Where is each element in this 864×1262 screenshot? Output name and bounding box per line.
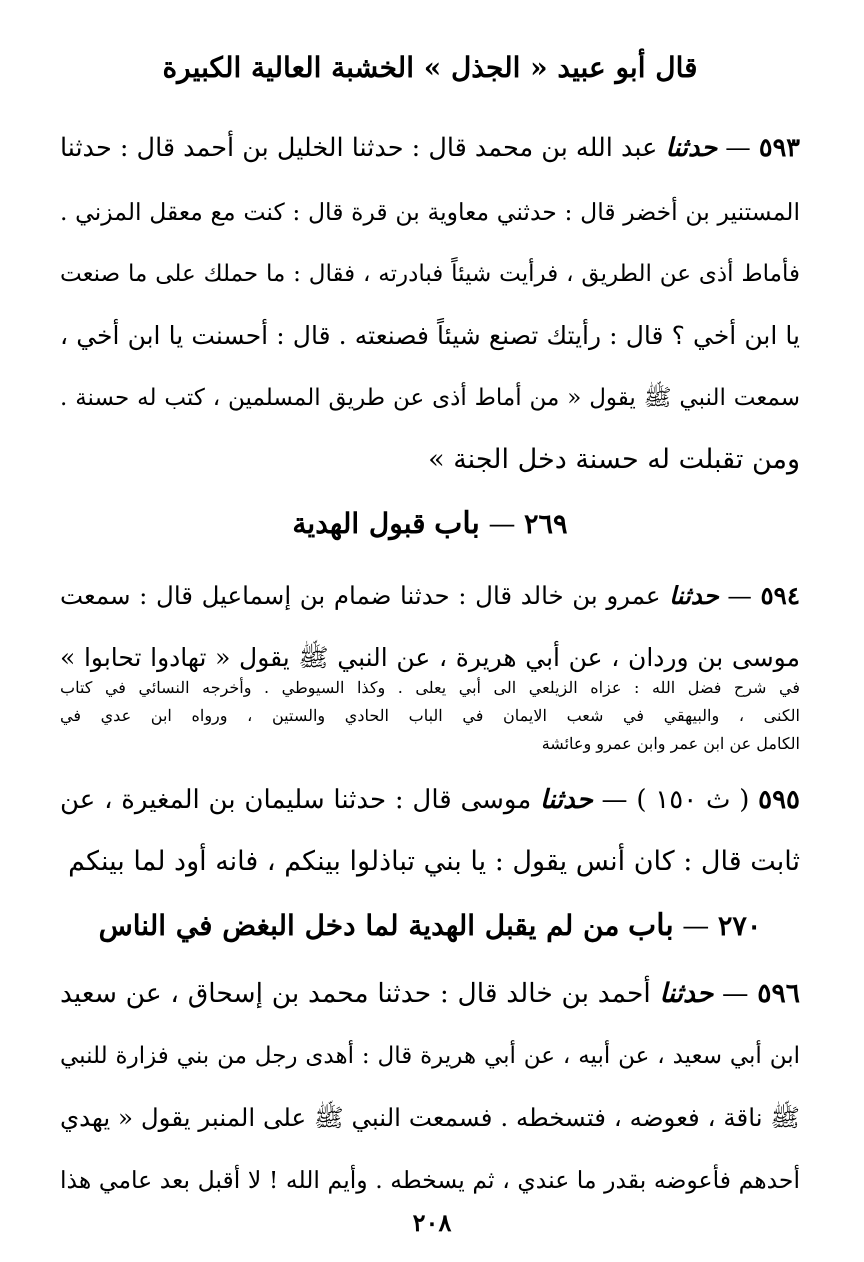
hadith-text: المستنير بن أخضر قال : حدثني معاوية بن قرة قال : كنت مع معقل المزني . — [60, 198, 800, 226]
hadith-593-line-4 — [60, 316, 800, 356]
hadith-596-line-3 — [60, 1098, 800, 1138]
hadith-text: عبد الله بن محمد قال : حدثنا الخليل بن أحمد قال : حدثنا — [60, 133, 658, 163]
chapter-number: ٢٧٠ — [717, 911, 762, 942]
hadith-number: ٥٩٦ — [757, 978, 800, 1009]
footnote-text: في شرح فضل الله : عزاه الزيلعي الى أبي يعلى . وكذا السيوطي . وأخرجه النسائي في كتاب — [60, 678, 800, 697]
footnote-text: الكنى ، والبيهقي في شعب الايمان في الباب الحادي والستين ، ورواه ابن عدي في — [60, 706, 800, 725]
hadith-593-line-5 — [60, 378, 800, 418]
hadith-text: ﷺ ناقة ، فعوضه ، فتسخطه . فسمعت النبي ﷺ على المنبر يقول « يهدي — [60, 1103, 800, 1132]
hadith-596-line-2 — [60, 1036, 800, 1076]
hadith-text: موسى بن وردان ، عن أبي هريرة ، عن النبي ﷺ يقول « تهادوا تحابوا » — [60, 643, 800, 672]
chapter-269-heading: ٢٦٩ — باب قبول الهدية — [292, 506, 568, 541]
hadith-596-line-1: ٥٩٦ — حدثنا أحمد بن خالد قال : حدثنا محمد بن إسحاق ، عن سعيد — [60, 978, 800, 1009]
footnote-line-2 — [60, 704, 800, 728]
hadith-595-line-2 — [60, 842, 800, 882]
haddathana-word: حدثنا — [540, 785, 593, 815]
page-number: ٢٠٨ — [412, 1208, 452, 1237]
hadith-number: ٥٩٤ — [760, 581, 800, 610]
hadith-text: أحدهم فأعوضه بقدر ما عندي ، ثم يسخطه . وأيم الله ! لا أقبل بعد عامي هذا — [60, 1166, 800, 1194]
hadith-596-line-4 — [60, 1160, 800, 1200]
hadith-593-line-2 — [60, 192, 800, 232]
footnote-line-3 — [60, 732, 800, 756]
haddathana-word: حدثنا — [659, 978, 714, 1009]
hadith-593-line-3 — [60, 254, 800, 294]
hadith-593-line-6 — [60, 440, 800, 480]
footnote-line-1 — [60, 676, 800, 700]
footnote-text: الكامل عن ابن عمر وابن عمرو وعائشة — [541, 734, 800, 753]
hadith-number: ٥٩٥ — [758, 785, 801, 815]
hadith-number: ٥٩٣ — [758, 133, 800, 163]
hadith-595-line-1: ٥٩٥ ( ث ١٥٠ ) — حدثنا موسى قال : حدثنا سليمان بن المغيرة ، عن — [60, 785, 801, 815]
running-head — [60, 48, 800, 88]
hadith-text: ثابت قال : كان أنس يقول : يا بني تباذلوا بينكم ، فانه أود لما بينكم — [68, 846, 800, 877]
book-page — [60, 40, 800, 1220]
hadith-text: عمرو بن خالد قال : حدثنا ضمام بن إسماعيل قال : سمعت — [60, 581, 661, 610]
hadith-594-line-2 — [60, 638, 800, 678]
running-head-text: قال أبو عبيد « الجذل » الخشبة العالية الكبيرة — [162, 51, 698, 84]
hadith-reference: ( ث ١٥٠ ) — [636, 785, 750, 815]
hadith-593-line-1: ٥٩٣ — حدثنا عبد الله بن محمد قال : حدثنا الخليل بن أحمد قال : حدثنا — [60, 133, 800, 163]
hadith-text: فأماط أذى عن الطريق ، فرأيت شيئاً فبادرته ، فقال : ما حملك على ما صنعت — [60, 261, 800, 287]
hadith-text: موسى قال : حدثنا سليمان بن المغيرة ، عن — [60, 785, 532, 815]
chapter-title: قبول الهدية — [292, 507, 426, 540]
bab-word: باب — [434, 506, 480, 541]
haddathana-word: حدثنا — [665, 133, 718, 163]
haddathana-word: حدثنا — [669, 581, 719, 610]
hadith-text: أحمد بن خالد قال : حدثنا محمد بن إسحاق ، عن سعيد — [60, 978, 651, 1009]
hadith-594-line-1: ٥٩٤ — حدثنا عمرو بن خالد قال : حدثنا ضمام بن إسماعيل قال : سمعت — [60, 581, 800, 610]
hadith-text: ابن أبي سعيد ، عن أبيه ، عن أبي هريرة قال : أهدى رجل من بني فزارة للنبي — [60, 1043, 800, 1069]
hadith-text: سمعت النبي ﷺ يقول « من أماط أذى عن طريق المسلمين ، كتب له حسنة . — [60, 385, 800, 411]
bab-word: باب — [627, 908, 674, 943]
hadith-text: يا ابن أخي ؟ قال : رأيتك تصنع شيئاً فصنعته . قال : أحسنت يا ابن أخي ، — [60, 321, 800, 350]
chapter-number: ٢٦٩ — [524, 509, 568, 540]
hadith-text: ومن تقبلت له حسنة دخل الجنة » — [428, 444, 800, 475]
chapter-title: من لم يقبل الهدية لما دخل البغض في الناس — [98, 909, 620, 942]
chapter-270-heading: ٢٧٠ — باب من لم يقبل الهدية لما دخل البغض في الناس — [98, 908, 762, 943]
